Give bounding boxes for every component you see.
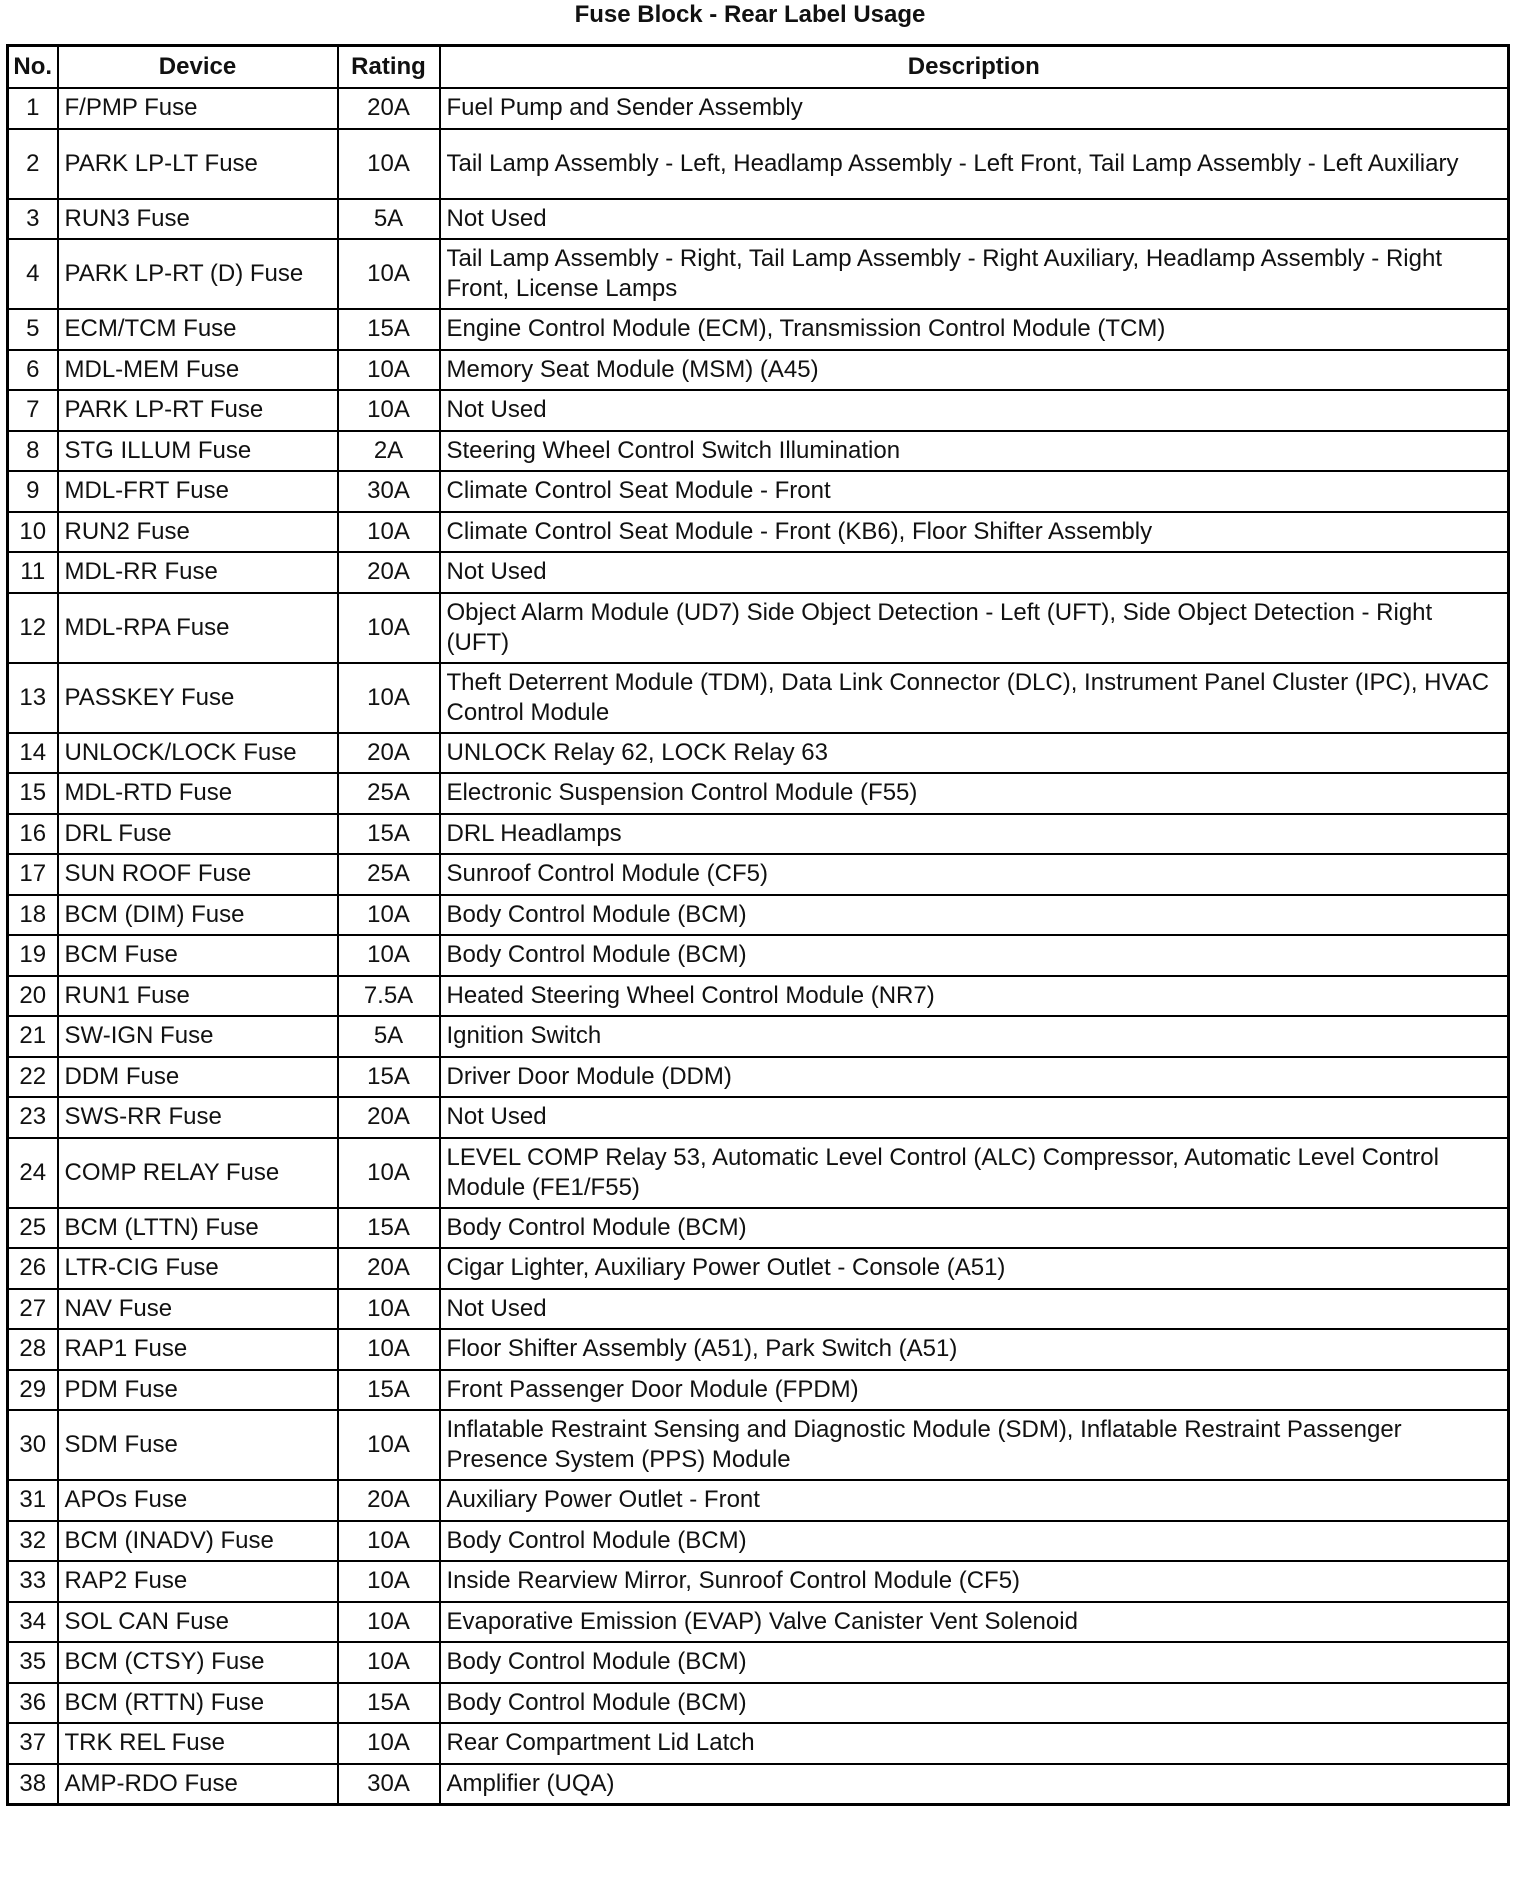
cell-device: MDL-RR Fuse bbox=[58, 552, 338, 593]
cell-description: UNLOCK Relay 62, LOCK Relay 63 bbox=[440, 733, 1509, 774]
cell-no: 18 bbox=[8, 895, 58, 936]
cell-rating: 10A bbox=[338, 1329, 440, 1370]
cell-no: 31 bbox=[8, 1480, 58, 1521]
cell-device: UNLOCK/LOCK Fuse bbox=[58, 733, 338, 774]
cell-no: 20 bbox=[8, 976, 58, 1017]
cell-device: BCM (INADV) Fuse bbox=[58, 1521, 338, 1562]
cell-rating: 10A bbox=[338, 512, 440, 553]
table-row bbox=[8, 1097, 1509, 1138]
table-row bbox=[8, 1480, 1509, 1521]
table-row bbox=[8, 471, 1509, 512]
cell-description: Body Control Module (BCM) bbox=[440, 1683, 1509, 1724]
cell-description: Tail Lamp Assembly - Right, Tail Lamp Assembly - Right Auxiliary, Headlamp Assembly - Right Front, License Lamps bbox=[440, 239, 1509, 309]
table-row bbox=[8, 1642, 1509, 1683]
cell-description: Electronic Suspension Control Module (F55) bbox=[440, 773, 1509, 814]
cell-no: 4 bbox=[8, 239, 58, 309]
cell-no: 35 bbox=[8, 1642, 58, 1683]
cell-no: 29 bbox=[8, 1370, 58, 1411]
cell-rating: 5A bbox=[338, 199, 440, 240]
cell-device: MDL-FRT Fuse bbox=[58, 471, 338, 512]
cell-no: 8 bbox=[8, 431, 58, 472]
cell-rating: 10A bbox=[338, 935, 440, 976]
cell-device: RAP1 Fuse bbox=[58, 1329, 338, 1370]
table-row bbox=[8, 814, 1509, 855]
cell-no: 22 bbox=[8, 1057, 58, 1098]
cell-no: 9 bbox=[8, 471, 58, 512]
cell-device: RAP2 Fuse bbox=[58, 1561, 338, 1602]
cell-rating: 10A bbox=[338, 129, 440, 199]
table-row bbox=[8, 854, 1509, 895]
cell-rating: 10A bbox=[338, 663, 440, 733]
cell-rating: 30A bbox=[338, 471, 440, 512]
cell-device: TRK REL Fuse bbox=[58, 1723, 338, 1764]
table-row bbox=[8, 129, 1509, 199]
cell-device: SOL CAN Fuse bbox=[58, 1602, 338, 1643]
cell-description: Body Control Module (BCM) bbox=[440, 1521, 1509, 1562]
cell-rating: 10A bbox=[338, 1521, 440, 1562]
cell-rating: 20A bbox=[338, 733, 440, 774]
cell-rating: 10A bbox=[338, 350, 440, 391]
cell-rating: 10A bbox=[338, 1642, 440, 1683]
cell-rating: 20A bbox=[338, 1248, 440, 1289]
cell-rating: 20A bbox=[338, 1480, 440, 1521]
table-row bbox=[8, 239, 1509, 309]
cell-device: ECM/TCM Fuse bbox=[58, 309, 338, 350]
cell-description: Climate Control Seat Module - Front bbox=[440, 471, 1509, 512]
cell-description: Object Alarm Module (UD7) Side Object Detection - Left (UFT), Side Object Detection - Right (UFT) bbox=[440, 593, 1509, 663]
table-row bbox=[8, 1764, 1509, 1805]
table-row bbox=[8, 976, 1509, 1017]
table-row bbox=[8, 350, 1509, 391]
table-row bbox=[8, 431, 1509, 472]
cell-rating: 15A bbox=[338, 1370, 440, 1411]
cell-no: 7 bbox=[8, 390, 58, 431]
cell-device: MDL-MEM Fuse bbox=[58, 350, 338, 391]
cell-no: 21 bbox=[8, 1016, 58, 1057]
cell-no: 24 bbox=[8, 1138, 58, 1208]
cell-description: Ignition Switch bbox=[440, 1016, 1509, 1057]
cell-device: RUN1 Fuse bbox=[58, 976, 338, 1017]
table-row bbox=[8, 199, 1509, 240]
cell-description: Cigar Lighter, Auxiliary Power Outlet - Console (A51) bbox=[440, 1248, 1509, 1289]
cell-rating: 15A bbox=[338, 309, 440, 350]
cell-device: NAV Fuse bbox=[58, 1289, 338, 1330]
cell-device: PARK LP-LT Fuse bbox=[58, 129, 338, 199]
cell-rating: 2A bbox=[338, 431, 440, 472]
cell-description: Fuel Pump and Sender Assembly bbox=[440, 88, 1509, 129]
table-row bbox=[8, 1016, 1509, 1057]
table-row bbox=[8, 663, 1509, 733]
cell-rating: 10A bbox=[338, 1410, 440, 1480]
table-row bbox=[8, 88, 1509, 129]
table-row bbox=[8, 1289, 1509, 1330]
cell-device: SDM Fuse bbox=[58, 1410, 338, 1480]
cell-device: RUN3 Fuse bbox=[58, 199, 338, 240]
cell-description: Evaporative Emission (EVAP) Valve Canister Vent Solenoid bbox=[440, 1602, 1509, 1643]
table-row bbox=[8, 552, 1509, 593]
cell-rating: 10A bbox=[338, 1561, 440, 1602]
table-row bbox=[8, 1329, 1509, 1370]
cell-device: AMP-RDO Fuse bbox=[58, 1764, 338, 1805]
cell-description: Amplifier (UQA) bbox=[440, 1764, 1509, 1805]
table-row bbox=[8, 309, 1509, 350]
cell-no: 1 bbox=[8, 88, 58, 129]
cell-device: BCM Fuse bbox=[58, 935, 338, 976]
cell-no: 19 bbox=[8, 935, 58, 976]
cell-no: 12 bbox=[8, 593, 58, 663]
cell-rating: 30A bbox=[338, 1764, 440, 1805]
cell-device: F/PMP Fuse bbox=[58, 88, 338, 129]
table-row bbox=[8, 895, 1509, 936]
cell-rating: 10A bbox=[338, 895, 440, 936]
column-header-device: Device bbox=[58, 46, 338, 89]
table-row bbox=[8, 1248, 1509, 1289]
cell-description: Floor Shifter Assembly (A51), Park Switch (A51) bbox=[440, 1329, 1509, 1370]
cell-rating: 10A bbox=[338, 239, 440, 309]
table-body bbox=[8, 88, 1509, 1805]
cell-no: 17 bbox=[8, 854, 58, 895]
cell-no: 30 bbox=[8, 1410, 58, 1480]
cell-no: 23 bbox=[8, 1097, 58, 1138]
fuse-usage-table bbox=[6, 44, 1510, 1806]
cell-rating: 10A bbox=[338, 1289, 440, 1330]
cell-no: 16 bbox=[8, 814, 58, 855]
table-row bbox=[8, 1138, 1509, 1208]
cell-description: Sunroof Control Module (CF5) bbox=[440, 854, 1509, 895]
cell-rating: 25A bbox=[338, 854, 440, 895]
table-row bbox=[8, 1057, 1509, 1098]
cell-description: Not Used bbox=[440, 199, 1509, 240]
table-row bbox=[8, 1521, 1509, 1562]
cell-description: Driver Door Module (DDM) bbox=[440, 1057, 1509, 1098]
cell-no: 10 bbox=[8, 512, 58, 553]
cell-description: Auxiliary Power Outlet - Front bbox=[440, 1480, 1509, 1521]
cell-description: Body Control Module (BCM) bbox=[440, 935, 1509, 976]
cell-description: Steering Wheel Control Switch Illumination bbox=[440, 431, 1509, 472]
cell-description: Body Control Module (BCM) bbox=[440, 1642, 1509, 1683]
cell-no: 14 bbox=[8, 733, 58, 774]
cell-rating: 10A bbox=[338, 1138, 440, 1208]
cell-device: PARK LP-RT Fuse bbox=[58, 390, 338, 431]
cell-no: 38 bbox=[8, 1764, 58, 1805]
column-header-description: Description bbox=[440, 46, 1509, 89]
cell-no: 32 bbox=[8, 1521, 58, 1562]
cell-description: Memory Seat Module (MSM) (A45) bbox=[440, 350, 1509, 391]
cell-description: Body Control Module (BCM) bbox=[440, 895, 1509, 936]
cell-no: 28 bbox=[8, 1329, 58, 1370]
cell-rating: 25A bbox=[338, 773, 440, 814]
cell-rating: 20A bbox=[338, 88, 440, 129]
cell-device: BCM (RTTN) Fuse bbox=[58, 1683, 338, 1724]
cell-device: BCM (LTTN) Fuse bbox=[58, 1208, 338, 1249]
cell-no: 11 bbox=[8, 552, 58, 593]
cell-device: DDM Fuse bbox=[58, 1057, 338, 1098]
cell-rating: 5A bbox=[338, 1016, 440, 1057]
cell-rating: 20A bbox=[338, 552, 440, 593]
cell-rating: 10A bbox=[338, 1602, 440, 1643]
table-row bbox=[8, 1602, 1509, 1643]
cell-description: Theft Deterrent Module (TDM), Data Link Connector (DLC), Instrument Panel Cluster (IPC), HVAC Control Module bbox=[440, 663, 1509, 733]
cell-no: 33 bbox=[8, 1561, 58, 1602]
cell-device: PARK LP-RT (D) Fuse bbox=[58, 239, 338, 309]
cell-device: SUN ROOF Fuse bbox=[58, 854, 338, 895]
cell-no: 34 bbox=[8, 1602, 58, 1643]
cell-description: Inflatable Restraint Sensing and Diagnostic Module (SDM), Inflatable Restraint Passenger Presence System (PPS) Module bbox=[440, 1410, 1509, 1480]
cell-device: STG ILLUM Fuse bbox=[58, 431, 338, 472]
cell-description: LEVEL COMP Relay 53, Automatic Level Control (ALC) Compressor, Automatic Level Control Module (FE1/F55) bbox=[440, 1138, 1509, 1208]
cell-no: 36 bbox=[8, 1683, 58, 1724]
cell-description: Not Used bbox=[440, 1289, 1509, 1330]
table-row bbox=[8, 1410, 1509, 1480]
cell-rating: 20A bbox=[338, 1097, 440, 1138]
cell-device: BCM (DIM) Fuse bbox=[58, 895, 338, 936]
cell-device: COMP RELAY Fuse bbox=[58, 1138, 338, 1208]
cell-no: 6 bbox=[8, 350, 58, 391]
cell-no: 37 bbox=[8, 1723, 58, 1764]
column-header-rating: Rating bbox=[338, 46, 440, 89]
cell-no: 13 bbox=[8, 663, 58, 733]
table-row bbox=[8, 773, 1509, 814]
table-row bbox=[8, 1208, 1509, 1249]
table-row bbox=[8, 1723, 1509, 1764]
cell-rating: 15A bbox=[338, 1208, 440, 1249]
cell-description: Not Used bbox=[440, 390, 1509, 431]
cell-description: Front Passenger Door Module (FPDM) bbox=[440, 1370, 1509, 1411]
cell-device: LTR-CIG Fuse bbox=[58, 1248, 338, 1289]
cell-description: Tail Lamp Assembly - Left, Headlamp Assembly - Left Front, Tail Lamp Assembly - Left Auxiliary bbox=[440, 129, 1509, 199]
cell-description: Climate Control Seat Module - Front (KB6), Floor Shifter Assembly bbox=[440, 512, 1509, 553]
cell-description: Rear Compartment Lid Latch bbox=[440, 1723, 1509, 1764]
table-row bbox=[8, 1561, 1509, 1602]
cell-no: 26 bbox=[8, 1248, 58, 1289]
table-row bbox=[8, 512, 1509, 553]
table-row bbox=[8, 593, 1509, 663]
cell-description: DRL Headlamps bbox=[440, 814, 1509, 855]
cell-device: BCM (CTSY) Fuse bbox=[58, 1642, 338, 1683]
cell-rating: 10A bbox=[338, 1723, 440, 1764]
table-row bbox=[8, 935, 1509, 976]
cell-description: Engine Control Module (ECM), Transmission Control Module (TCM) bbox=[440, 309, 1509, 350]
cell-no: 27 bbox=[8, 1289, 58, 1330]
cell-rating: 7.5A bbox=[338, 976, 440, 1017]
cell-device: RUN2 Fuse bbox=[58, 512, 338, 553]
cell-rating: 10A bbox=[338, 390, 440, 431]
cell-device: SWS-RR Fuse bbox=[58, 1097, 338, 1138]
cell-description: Heated Steering Wheel Control Module (NR7) bbox=[440, 976, 1509, 1017]
cell-no: 3 bbox=[8, 199, 58, 240]
cell-device: PASSKEY Fuse bbox=[58, 663, 338, 733]
cell-no: 15 bbox=[8, 773, 58, 814]
cell-rating: 15A bbox=[338, 1683, 440, 1724]
cell-no: 2 bbox=[8, 129, 58, 199]
cell-rating: 15A bbox=[338, 1057, 440, 1098]
cell-device: APOs Fuse bbox=[58, 1480, 338, 1521]
cell-no: 5 bbox=[8, 309, 58, 350]
table-row bbox=[8, 1370, 1509, 1411]
cell-device: SW-IGN Fuse bbox=[58, 1016, 338, 1057]
table-row bbox=[8, 733, 1509, 774]
table-row bbox=[8, 390, 1509, 431]
cell-description: Body Control Module (BCM) bbox=[440, 1208, 1509, 1249]
cell-description: Not Used bbox=[440, 1097, 1509, 1138]
cell-description: Inside Rearview Mirror, Sunroof Control Module (CF5) bbox=[440, 1561, 1509, 1602]
column-header-no: No. bbox=[8, 46, 58, 89]
cell-no: 25 bbox=[8, 1208, 58, 1249]
cell-rating: 15A bbox=[338, 814, 440, 855]
cell-rating: 10A bbox=[338, 593, 440, 663]
table-title: Fuse Block - Rear Label Usage bbox=[574, 1, 926, 28]
cell-device: PDM Fuse bbox=[58, 1370, 338, 1411]
cell-device: DRL Fuse bbox=[58, 814, 338, 855]
cell-description: Not Used bbox=[440, 552, 1509, 593]
table-header-row bbox=[8, 46, 1509, 89]
table-row bbox=[8, 1683, 1509, 1724]
cell-device: MDL-RTD Fuse bbox=[58, 773, 338, 814]
cell-device: MDL-RPA Fuse bbox=[58, 593, 338, 663]
